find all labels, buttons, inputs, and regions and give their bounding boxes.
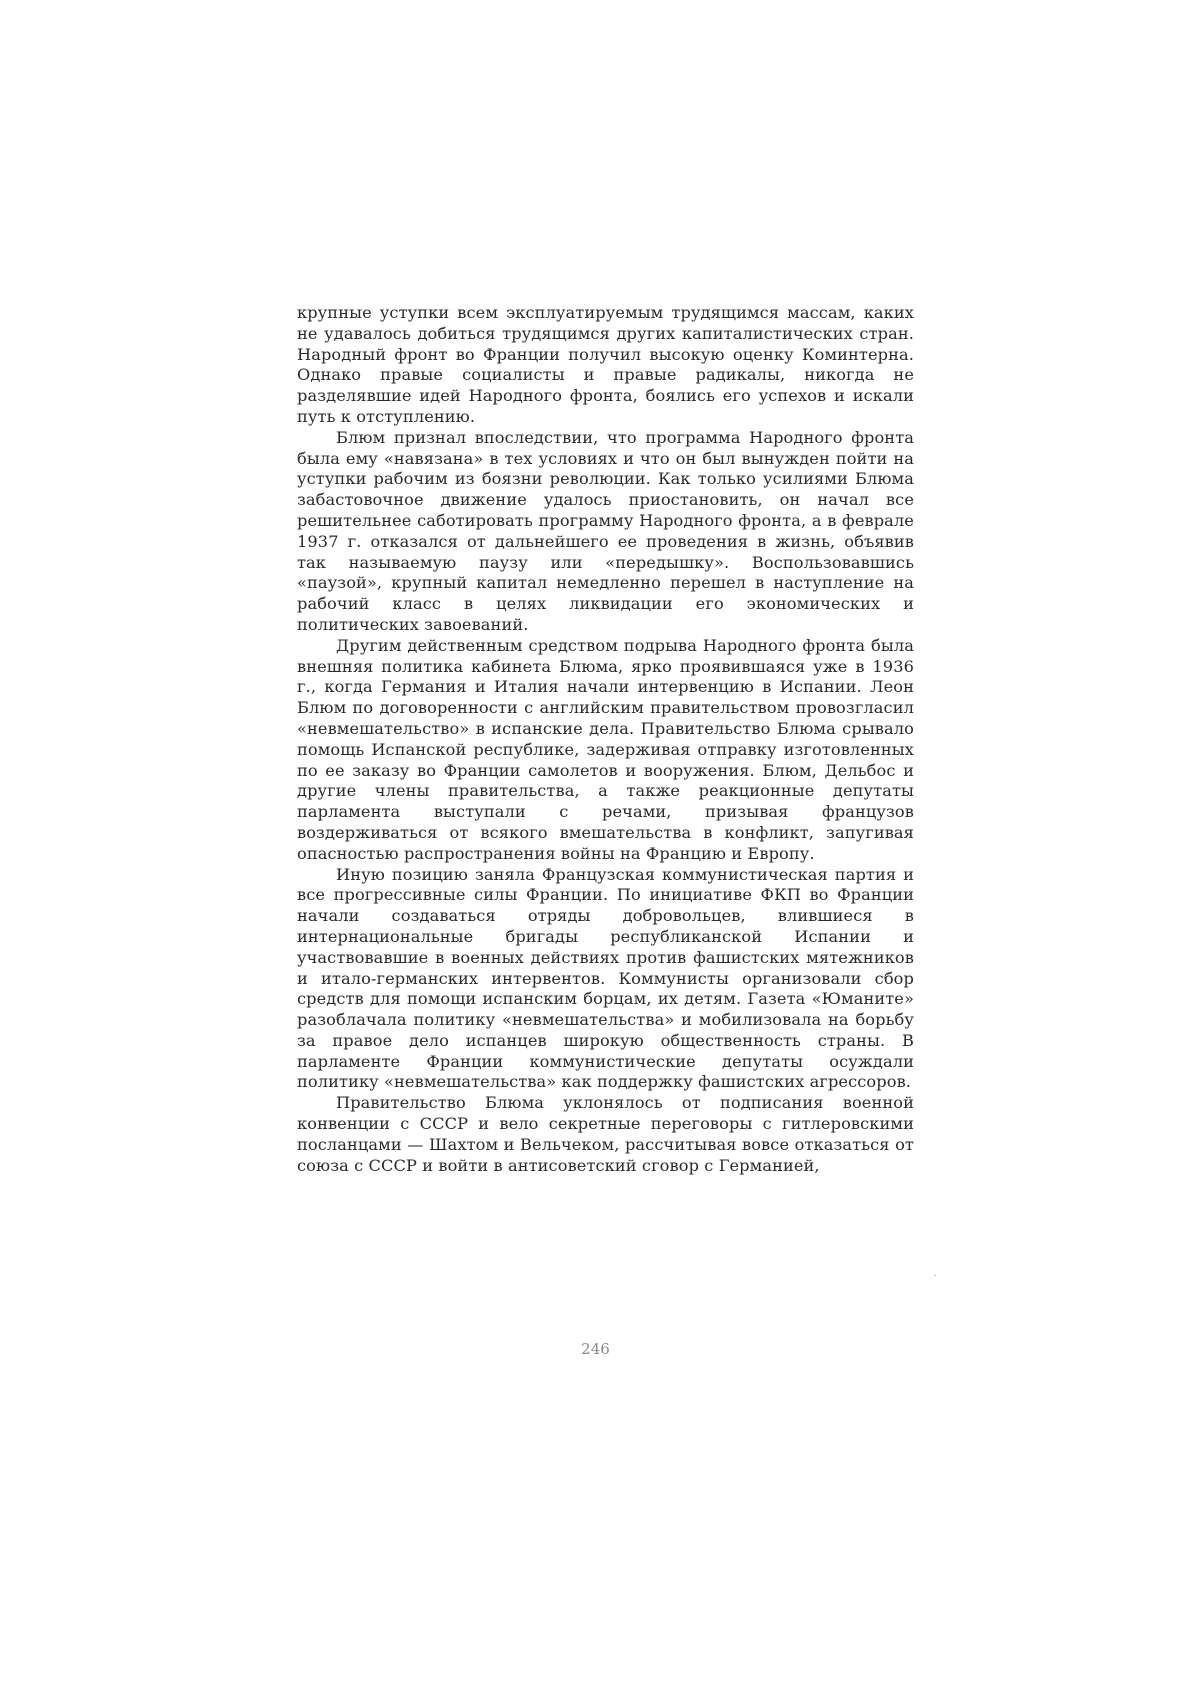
page-number: 246 [581, 1340, 610, 1358]
paragraph-2: Блюм признал впоследствии, что программа Народного фронта была ему «навязана» в тех условиях и что он был вынужден пойти на уступки рабочим из боязни революции. Как только усилиями Блюма забастовочное движение удалось приостановить, он начал все решительнее саботировать программу Народного фронта, а в феврале 1937 г. отказался от дальнейшего ее проведения в жизнь, объявив так называемую паузу или «передышку». Воспользовавшись «паузой», крупный капитал немедленно перешел в наступление на рабочий класс в целях ликвидации его экономических и политических завоеваний. [297, 427, 914, 634]
paragraph-3: Другим действенным средством подрыва Народного фронта была внешняя политика кабинета Блюма, ярко проявившаяся уже в 1936 г., когда Германия и Италия начали интервенцию в Испании. Леон Блюм по договоренности с английским правительством провозгласил «невмешательство» в испанские дела. Правительство Блюма срывало помощь Испанской республике, задерживая отправку изготовленных по ее заказу во Франции самолетов и вооружения. Блюм, Дельбос и другие члены правительства, а также реакционные депутаты парламента выступали с речами, призывая французов воздерживаться от всякого вмешательства в конфликт, запугивая опасностью распространения войны на Францию и Европу. [297, 635, 914, 863]
body-text [297, 303, 914, 1176]
paragraph-1: крупные уступки всем эксплуатируемым трудящимся массам, каких не удавалось добиться трудящимся других капиталистических стран. Народный фронт во Франции получил высокую оценку Коминтерна. Однако правые социалисты и правые радикалы, никогда не разделявшие идей Народного фронта, боялись его успехов и искали путь к отступлению. [297, 303, 914, 426]
paragraph-4: Иную позицию заняла Французская коммунистическая партия и все прогрессивные силы Франции. По инициативе ФКП во Франции начали создаваться отряды добровольцев, влившиеся в интернациональные бригады республиканской Испании и участвовавшие в военных действиях против фашистских мятежников и итало-германских интервентов. Коммунисты организовали сбор средств для помощи испанским борцам, их детям. Газета «Юманите» разоблачала политику «невмешательства» и мобилизовала на борьбу за правое дело испанцев широкую общественность страны. В парламенте Франции коммунистические депутаты осуждали политику «невмешательства» как поддержку фашистских агрессоров. [297, 864, 914, 1092]
scan-speck [934, 1275, 936, 1276]
paragraph-5: Правительство Блюма уклонялось от подписания военной конвенции с СССР и вело секретные переговоры с гитлеровскими посланцами — Шахтом и Вельчеком, рассчитывая вовсе отказаться от союза с СССР и войти в антисоветский сговор с Германией, [297, 1093, 914, 1175]
